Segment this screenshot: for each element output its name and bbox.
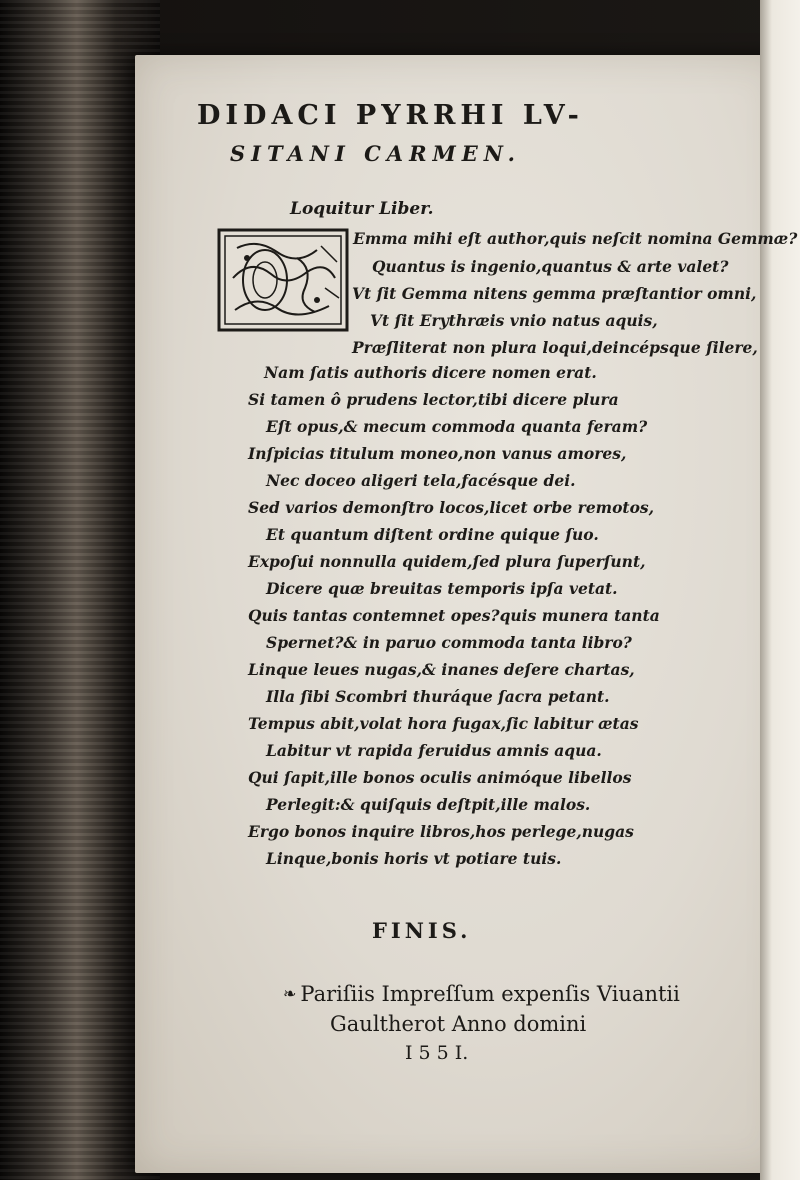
poem-line: Nam ſatis authoris dicere nomen erat. <box>264 363 597 382</box>
poem-speaker: Loquitur Liber. <box>290 199 434 219</box>
imprint-line-1 <box>283 982 680 1006</box>
poem-line: Linque,bonis horis vt potiare tuis. <box>266 849 562 868</box>
poem-line: Dicere quæ breuitas temporis ipſa vetat. <box>266 579 618 598</box>
poem-line: Spernet?& in paruo commoda tanta libro? <box>266 633 632 652</box>
poem-line: Linque leues nugas,& inanes deſere chartas, <box>248 660 635 679</box>
poem-line: Emma mihi eſt author,quis neſcit nomina Gemmæ? <box>353 229 798 248</box>
poem-line: Sed varios demonſtro locos,licet orbe remotos, <box>248 498 655 517</box>
poem-line: Quis tantas contemnet opes?quis munera tanta <box>248 606 660 625</box>
poem-line: Quantus is ingenio,quantus & arte valet? <box>372 257 729 276</box>
poem-line: Et quantum diſtent ordine quique ſuo. <box>266 525 599 544</box>
imprint-text: Pariſiis Impreſſum expenſis Viuantii <box>300 982 680 1006</box>
poem-line: Inſpicias titulum moneo,non vanus amores, <box>248 444 627 463</box>
poem-line: Ergo bonos inquire libros,hos perlege,nugas <box>248 822 634 841</box>
poem-line: Tempus abit,volat hora fugax,ſic labitur ætas <box>248 714 639 733</box>
page-title: DIDACI PYRRHI LV- <box>197 100 584 131</box>
fleuron-icon: ❧ <box>283 984 297 1003</box>
poem-line: Nec doceo aligeri tela,facésque dei. <box>266 471 576 490</box>
poem-line: Qui ſapit,ille bonos oculis animóque libellos <box>248 768 632 787</box>
poem-line: Perlegit:& quiſquis deſtpit,ille malos. <box>266 795 591 814</box>
poem-line: Vt ſit Erythræis vnio natus aquis, <box>370 311 658 330</box>
poem-line: Eſt opus,& mecum commoda quanta feram? <box>266 417 648 436</box>
poem-line: Illa ſibi Scombri thuráque ſacra petant. <box>266 687 610 706</box>
page-subtitle: SITANI CARMEN. <box>230 141 521 166</box>
poem-line: Præſliterat non plura loqui,deincépsque ſilere, <box>352 338 758 357</box>
poem-line: Expoſui nonnulla quidem,ſed plura ſuperſunt, <box>248 552 646 571</box>
poem-line: Si tamen ô prudens lector,tibi dicere plura <box>248 390 619 409</box>
finis-heading: FINIS. <box>372 918 472 943</box>
poem-line: Labitur vt rapida feruidus amnis aqua. <box>266 741 602 760</box>
imprint-line-2: Gaultherot Anno domini <box>330 1012 587 1036</box>
imprint-year: I 5 5 I. <box>405 1042 469 1064</box>
poem-line: Vt ſit Gemma nitens gemma præſtantior omni, <box>352 284 757 303</box>
